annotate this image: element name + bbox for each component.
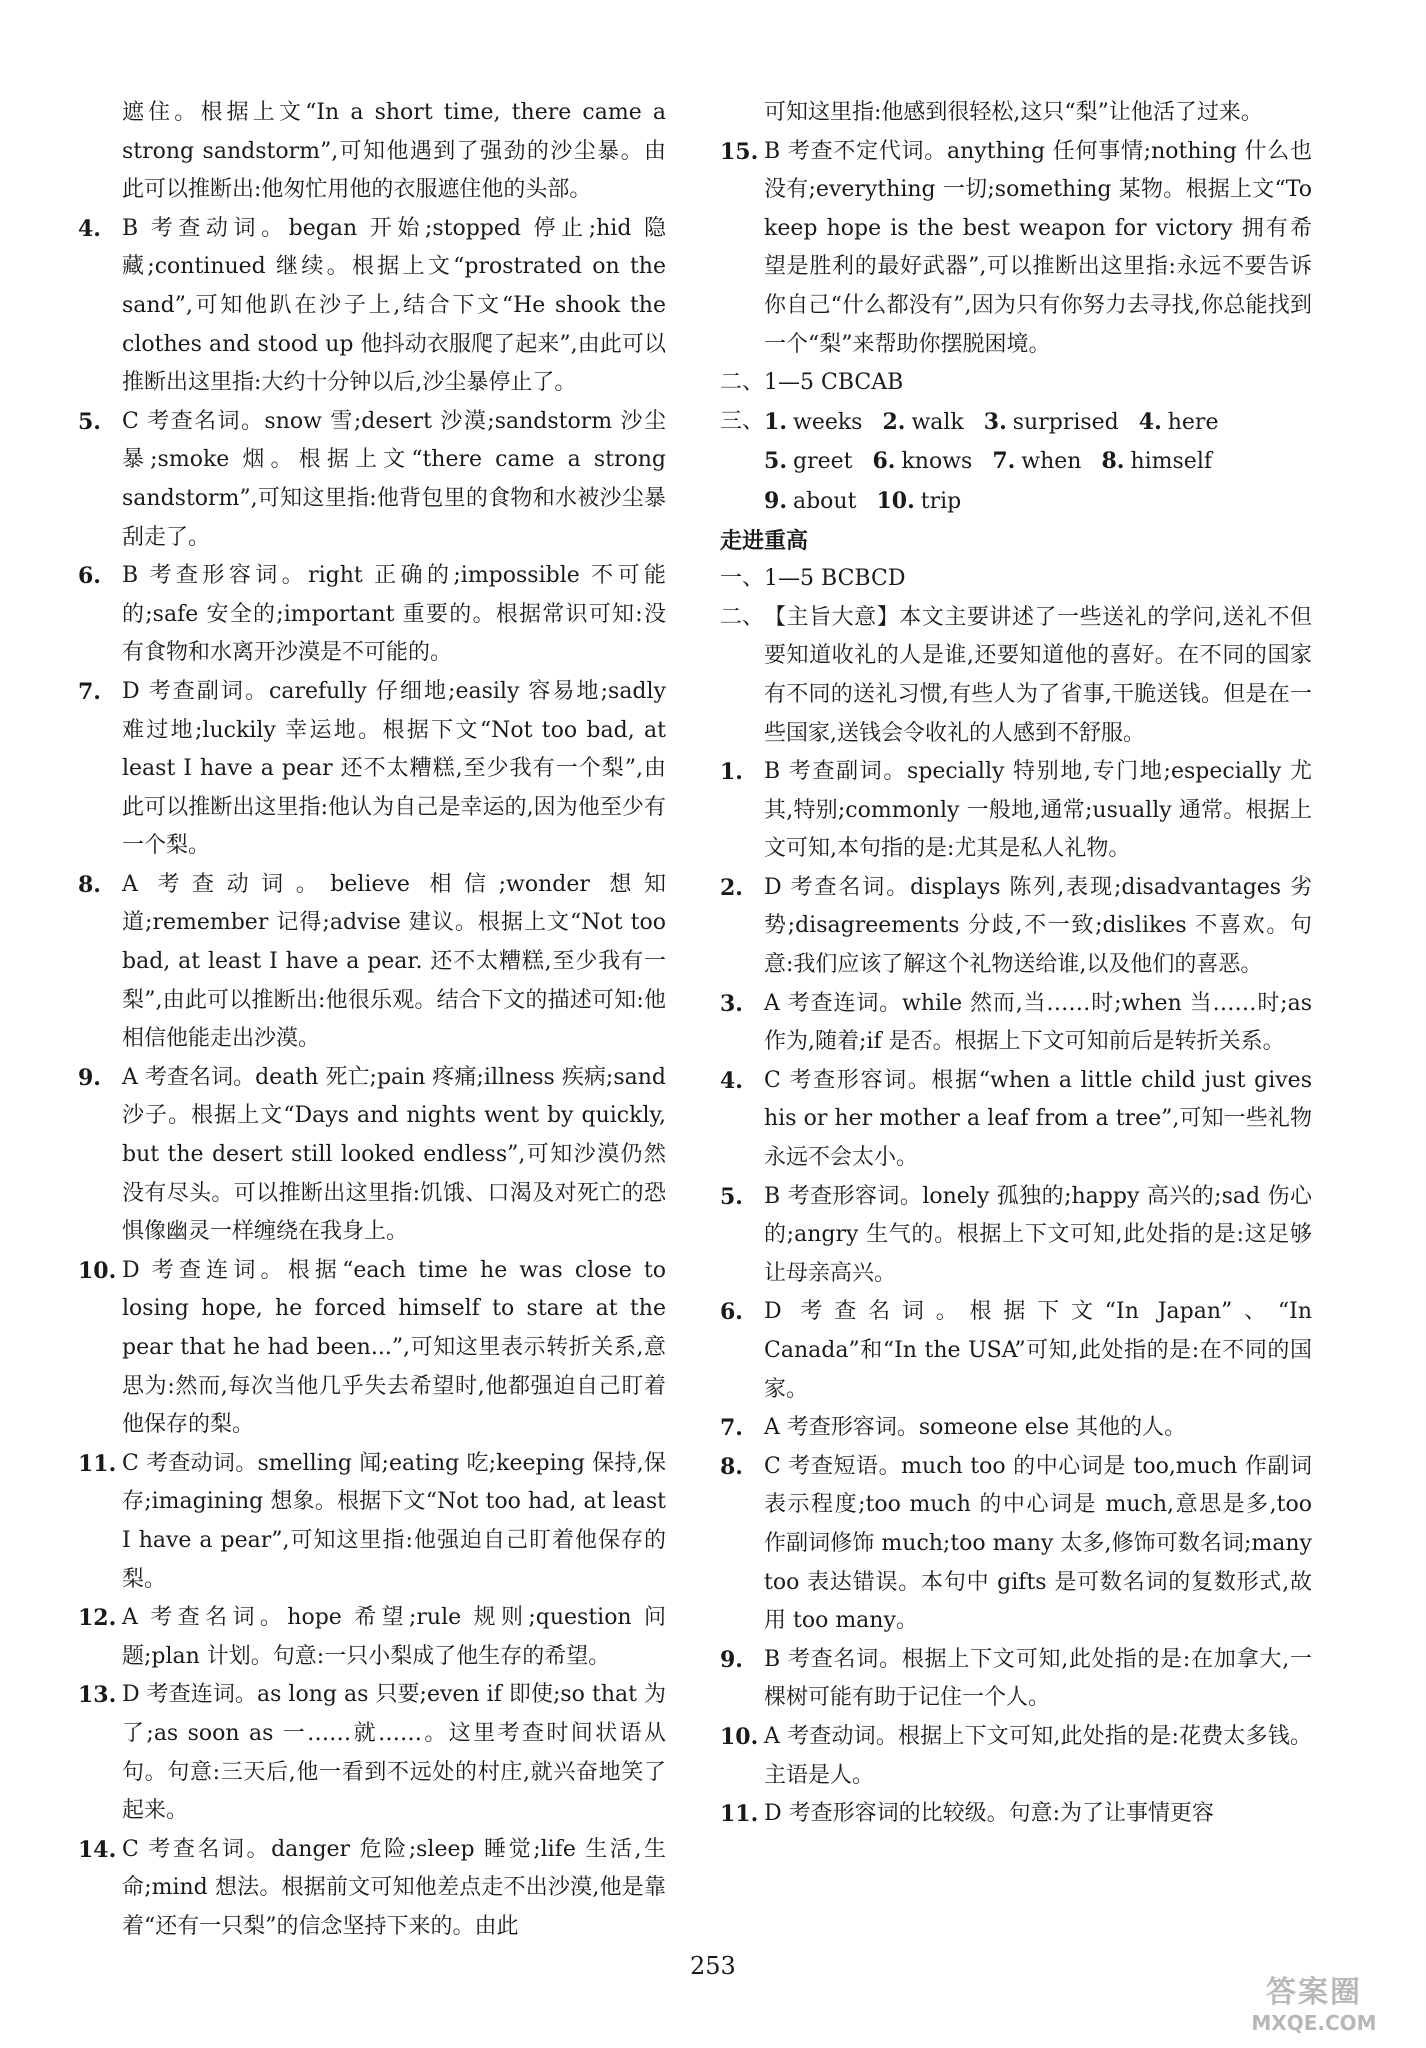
section-label: 二、 xyxy=(720,604,765,630)
item-number: 2. xyxy=(720,874,743,901)
item-explanation: A 考查名词。death 死亡;pain 疼痛;illness 疾病;sand 沙子。根据上文“Days and nights went by quickly, but the desert still looked endless”,可知沙漠仍然没有尽头。可以推断出这里指:饥饿、口渴及对死亡的恐惧像幽灵一样缠绕在我身上。 xyxy=(122,1064,666,1245)
answer-item xyxy=(78,1676,666,1830)
item-explanation: B 考查动词。began 开始;stopped 停止;hid 隐藏;continued 继续。根据上文“prostrated on the sand”,可知他趴在沙子上,结合下文“He shook the clothes and stood up 他抖动衣服爬了起来”,由此可以推断出这里指:大约十分钟以后,沙尘暴停止了。 xyxy=(122,215,666,396)
item-number: 11. xyxy=(720,1801,759,1828)
item-explanation: B 考查形容词。lonely 孤独的;happy 高兴的;sad 伤心的;angry 生气的。根据上下文可知,此处指的是:这足够让母亲高兴。 xyxy=(764,1183,1312,1286)
answer-number: 3. xyxy=(983,408,1007,435)
answer-item xyxy=(720,869,1312,985)
answer-item xyxy=(720,1062,1312,1178)
answer-word: here xyxy=(1167,409,1219,435)
item-number: 13. xyxy=(78,1682,117,1709)
item-number: 1. xyxy=(720,759,743,786)
left-answer-list xyxy=(78,210,666,1947)
right-answer-list-a xyxy=(720,133,1312,365)
item-explanation: B 考查形容词。right 正确的;impossible 不可能的;safe 安全的;important 重要的。根据常识可知:没有食物和水离开沙漠是不可能的。 xyxy=(122,563,666,666)
fill-answer xyxy=(1101,442,1212,482)
item-explanation: D 考查副词。carefully 仔细地;easily 容易地;sadly 难过地;luckily 幸运地。根据下文“Not too bad, at least I have a pear 还不太糟糕,至少我有一个梨”,由此可以推断出这里指:他认为自己是幸运的,因为他至少有一个梨。 xyxy=(122,678,666,859)
fill-answer xyxy=(764,403,862,443)
answer-number: 8. xyxy=(1101,448,1125,475)
answer-item xyxy=(720,1178,1312,1294)
answer-word: walk xyxy=(911,409,964,435)
answer-word: when xyxy=(1021,449,1082,475)
answer-item xyxy=(720,985,1312,1062)
item-explanation: C 考查形容词。根据“when a little child just gives his or her mother a leaf from a tree”,可知一些礼物永远不会太小。 xyxy=(764,1067,1312,1171)
answer-item xyxy=(78,403,666,557)
watermark-title: 答案圈 xyxy=(1266,1975,1362,2010)
answer-item xyxy=(78,1831,666,1947)
item-explanation: B 考查不定代词。anything 任何事情;nothing 什么也没有;everything 一切;something 某物。根据上文“To keep hope is the best weapon for victory 拥有希望是胜利的最好武器”,可以推断出这里指:永远不要告诉你自己“什么都没有”,因为只有你努力去寻找,你总能找到一个“梨”来帮助你摆脱困境。 xyxy=(764,138,1312,357)
item-number: 6. xyxy=(720,1299,743,1326)
item-number: 7. xyxy=(78,678,101,705)
answer-number: 4. xyxy=(1138,408,1162,435)
item-explanation: A 考查动词。根据上下文可知,此处指的是:花费太多钱。主语是人。 xyxy=(764,1723,1312,1788)
item-explanation: D 考查名词。displays 陈列,表现;disadvantages 劣势;disagreements 分歧,不一致;dislikes 不喜欢。句意:我们应该了解这个礼物送给谁,以及他们的喜恶。 xyxy=(764,874,1312,978)
section-b-one xyxy=(720,560,1312,599)
fill-answer xyxy=(1139,403,1219,443)
section-label: 二、 xyxy=(720,370,765,396)
fill-answer xyxy=(872,442,972,482)
item-number: 12. xyxy=(78,1605,117,1632)
left-column xyxy=(78,94,666,1947)
fill-answer xyxy=(984,403,1119,443)
main-idea-text: 【主旨大意】本文主要讲述了一些送礼的学问,送礼不但要知道收礼的人是谁,还要知道他的喜好。在不同的国家有不同的送礼习惯,有些人为了省事,干脆送钱。但是在一些国家,送钱会令收礼的人感到不舒服。 xyxy=(764,604,1312,746)
item-number: 15. xyxy=(720,138,759,165)
answer-word: weeks xyxy=(792,409,863,435)
item-explanation: B 考查名词。根据上下文可知,此处指的是:在加拿大,一棵树可能有助于记住一个人。 xyxy=(764,1646,1312,1711)
section-two xyxy=(720,364,1312,403)
continued-paragraph: 遮住。根据上文“In a short time, there came a strong sandstorm”,可知他遇到了强劲的沙尘暴。由此可以推断出:他匆忙用他的衣服遮住他的头部。 xyxy=(122,100,666,203)
answer-row xyxy=(764,482,1238,522)
item-explanation: D 考查连词。as long as 只要;even if 即使;so that 为了;as soon as 一……就……。这里考查时间状语从句。句意:三天后,他一看到不远处的村庄,就兴奋地笑了起来。 xyxy=(122,1682,666,1824)
answer-item xyxy=(78,866,666,1059)
answer-item xyxy=(720,1795,1312,1834)
watermark-logo xyxy=(1214,1960,1414,2042)
item-explanation: B 考查副词。specially 特别地,专门地;especially 尤其,特别;commonly 一般地,通常;usually 通常。根据上文可知,本句指的是:尤其是私人礼物。 xyxy=(764,759,1312,862)
section-heading: 走进重高 xyxy=(720,527,809,554)
answer-item xyxy=(720,753,1312,869)
fill-answer xyxy=(992,442,1081,482)
answer-item xyxy=(720,1448,1312,1641)
item-number: 4. xyxy=(78,215,101,242)
answer-item xyxy=(78,1252,666,1445)
item-number: 14. xyxy=(78,1836,117,1863)
item-number: 7. xyxy=(720,1415,743,1442)
item-number: 4. xyxy=(720,1067,743,1094)
answer-item xyxy=(78,1059,666,1252)
fill-answer xyxy=(882,403,963,443)
item-explanation: C 考查名词。danger 危险;sleep 睡觉;life 生活,生命;mind 想法。根据前文可知他差点走不出沙漠,他是靠着“还有一只梨”的信念坚持下来的。由此 xyxy=(122,1836,666,1939)
item-explanation: C 考查动词。smelling 闻;eating 吃;keeping 保持,保存;imagining 想象。根据下文“Not too had, at least I have a pear”,可知这里指:他强迫自己盯着他保存的梨。 xyxy=(122,1450,666,1592)
item-explanation: D 考查名词。根据下文“In Japan”、“In Canada”和“In the USA”可知,此处指的是:在不同的国家。 xyxy=(764,1299,1312,1402)
item-number: 5. xyxy=(720,1183,743,1210)
right-column xyxy=(720,94,1312,1834)
answer-item xyxy=(78,1445,666,1599)
item-explanation: A 考查连词。while 然而,当……时;when 当……时;as 作为,随着;if 是否。根据上下文可知前后是转折关系。 xyxy=(764,990,1312,1055)
answer-word: knows xyxy=(901,449,973,475)
item-explanation: C 考查名词。snow 雪;desert 沙漠;sandstorm 沙尘暴;smoke 烟。根据上文“there came a strong sandstorm”,可知这里指:他背包里的食物和水被沙尘暴刮走了。 xyxy=(122,408,666,550)
answer-word: surprised xyxy=(1012,409,1119,435)
answer-item xyxy=(720,1641,1312,1718)
answer-number: 1. xyxy=(764,408,787,435)
answer-number: 9. xyxy=(764,487,787,514)
answer-number: 7. xyxy=(992,448,1016,475)
item-number: 9. xyxy=(720,1646,743,1673)
item-number: 10. xyxy=(720,1723,759,1750)
item-number: 8. xyxy=(78,871,101,898)
section-three xyxy=(720,403,1312,522)
section-label: 一、 xyxy=(720,566,765,592)
answer-number: 5. xyxy=(764,448,787,475)
answer-word: himself xyxy=(1130,449,1213,475)
right-answer-list-b xyxy=(720,753,1312,1834)
fill-answer xyxy=(764,442,852,482)
answer-row xyxy=(764,442,1238,482)
item-number: 3. xyxy=(720,990,743,1017)
answer-item xyxy=(720,1293,1312,1409)
watermark-url: MXQE.COM xyxy=(1251,2011,1377,2035)
section-label: 三、 xyxy=(720,408,765,434)
fill-answer xyxy=(764,482,856,522)
answer-number: 2. xyxy=(882,408,906,435)
answer-word: greet xyxy=(792,449,853,475)
item-number: 9. xyxy=(78,1064,101,1091)
answer-row xyxy=(764,403,1238,443)
fill-answer xyxy=(876,482,961,522)
answer-word: trip xyxy=(920,488,962,514)
answer-item xyxy=(78,673,666,866)
fill-in-answers xyxy=(764,403,1238,522)
answer-item xyxy=(720,133,1312,365)
answer-item xyxy=(720,1409,1312,1448)
answer-word: about xyxy=(792,488,857,514)
item-number: 5. xyxy=(78,408,101,435)
answer-number: 6. xyxy=(872,448,896,475)
section-b-two xyxy=(720,599,1312,753)
continued-paragraph: 可知这里指:他感到很轻松,这只“梨”让他活了过来。 xyxy=(764,100,1263,125)
answer-item xyxy=(78,210,666,403)
answer-item xyxy=(720,1718,1312,1795)
item-number: 6. xyxy=(78,563,101,590)
item-explanation: C 考查短语。much too 的中心词是 too,much 作副词表示程度;too much 的中心词是 much,意思是多,too 作副词修饰 much;too many 太多,修饰可数名词;many too 表达错误。本句中 gifts 是可数名词的复数形式,故用 too many。 xyxy=(764,1453,1312,1634)
item-explanation: A 考查名词。hope 希望;rule 规则;question 问题;plan 计划。句意:一只小梨成了他生存的希望。 xyxy=(122,1605,666,1669)
item-explanation: D 考查形容词的比较级。句意:为了让事情更容 xyxy=(764,1801,1215,1827)
item-explanation: A 考查形容词。someone else 其他的人。 xyxy=(764,1415,1187,1441)
section-answers: 1—5 BCBCD xyxy=(764,566,906,592)
answer-item xyxy=(78,1599,666,1676)
page-number: 253 xyxy=(690,1952,736,1980)
item-number: 8. xyxy=(720,1453,743,1480)
item-number: 11. xyxy=(78,1450,117,1477)
item-number: 10. xyxy=(78,1257,117,1284)
item-explanation: A 考查动词。believe 相信;wonder 想知道;remember 记得;advise 建议。根据上文“Not too bad, at least I have a pear. 还不太糟糕,至少我有一梨”,由此可以推断出:他很乐观。结合下文的描述可知:他相信他能走出沙漠。 xyxy=(122,871,666,1052)
answer-number: 10. xyxy=(876,487,915,514)
item-explanation: D 考查连词。根据“each time he was close to losing hope, he forced himself to stare at the pear that he had been...”,可知这里表示转折关系,意思为:然而,每次当他几乎失去希望时,他都强迫自己盯着他保存的梨。 xyxy=(122,1257,666,1438)
section-answers: 1—5 CBCAB xyxy=(764,370,904,396)
answer-item xyxy=(78,557,666,673)
